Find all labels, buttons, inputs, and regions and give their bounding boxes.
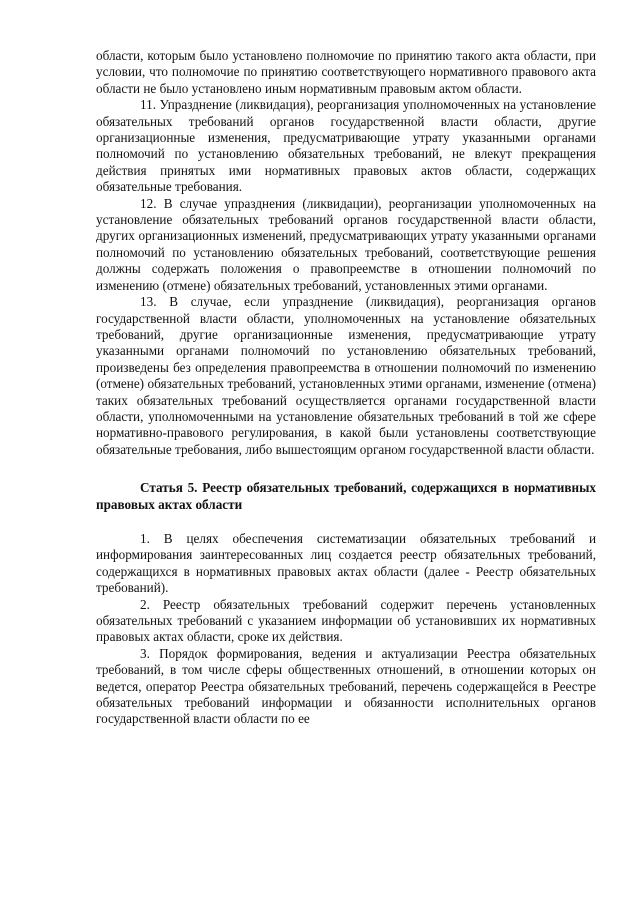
paragraph-13: 13. В случае, если упразднение (ликвидация), реорганизация органов государственной власти области, уполномоченных на установление обязательных требований, другие организационные изменения, предусматривающие утрату указанными органами полномочий по установлению обязательных требований, произведены без определения правопреемства в отношении полномочий по изменению (отмене) обязательных требований, установленных этими органами, изменение (отмена) таких обязательных требований осуществляется органами государственной власти области, уполномоченными на установление обязательных требований в той же сфере нормативно-правового регулирования, в какой были установлены соответствующие обязательные требования, либо вышестоящим органом государственной власти области. [96,294,596,457]
document-page [96,48,596,728]
paragraph-12: 12. В случае упразднения (ликвидации), реорганизации уполномоченных на установление обязательных требований органов государственной власти области, других организационных изменений, предусматривающих утрату указанными органами полномочий по установлению обязательных требований, соответствующие решения должны содержать положения о правопреемстве в отношении полномочий по изменению (отмене) обязательных требований, установленных этими органами. [96,195,596,293]
paragraph-11: 11. Упразднение (ликвидация), реорганизация уполномоченных на установление обязательных требований органов государственной власти области, другие организационные изменения, предусматривающие утрату указанными органами полномочий по установлению обязательных требований, не влекут прекращения действия принятых ими нормативных правовых актов области, содержащих обязательные требования. [96,97,596,195]
paragraph-continuation: области, которым было установлено полномочие по принятию такого акта области, при условии, что полномочие по принятию соответствующего нормативного правового акта области не было установлено иным нормативным правовым актом области. [96,48,596,96]
article-5-paragraph-1: 1. В целях обеспечения систематизации обязательных требований и информирования заинтересованных лиц создается реестр обязательных требований, содержащихся в нормативных правовых актах области (далее - Реестр обязательных требований). [96,530,596,596]
article-5-heading: Статья 5. Реестр обязательных требований, содержащихся в нормативных правовых актах области [96,480,596,512]
article-5-paragraph-2: 2. Реестр обязательных требований содержит перечень установленных обязательных требований с указанием информации об установивших их нормативных правовых актах области, сроке их действия. [96,596,596,645]
article-5-paragraph-3: 3. Порядок формирования, ведения и актуализации Реестра обязательных требований, в том числе сферы общественных отношений, в отношении которых он ведется, оператор Реестра обязательных требований, перечень содержащейся в Реестре обязательных требований информации и обязанности исполнительных органов государственной власти области по ее [96,645,596,727]
